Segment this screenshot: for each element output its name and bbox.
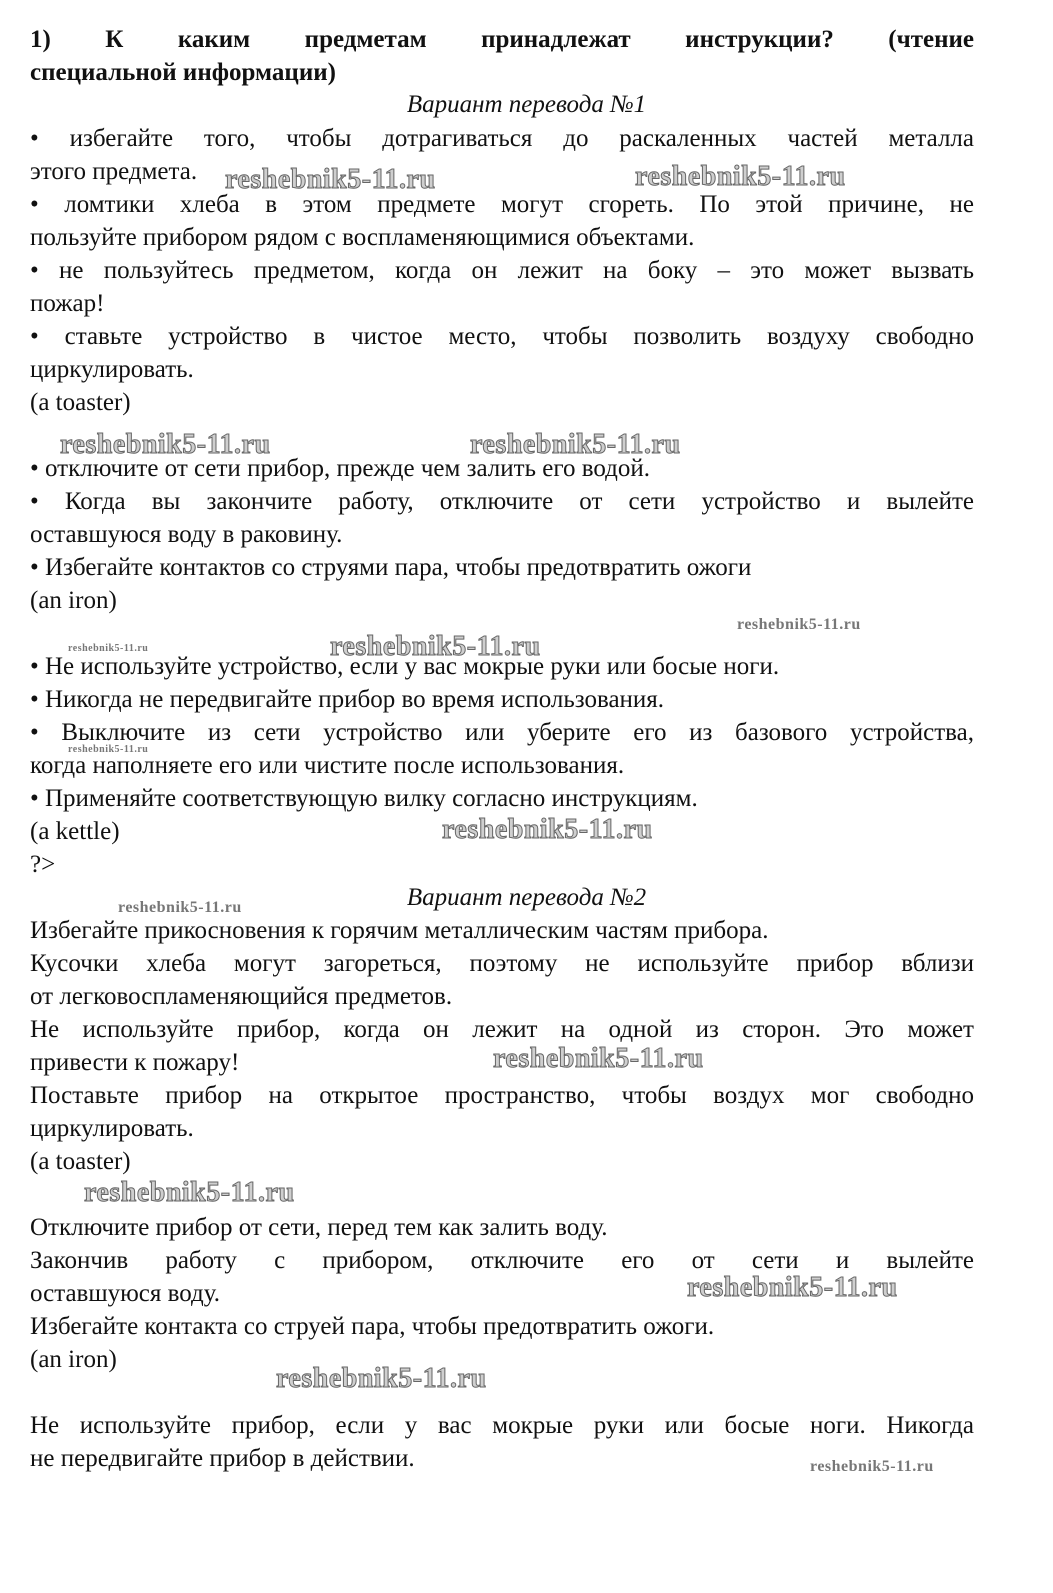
v1-line: • Никогда не передвигайте прибор во время использования. — [30, 686, 665, 713]
v1-item-label: (a kettle) — [30, 818, 120, 845]
v2-line: от легковоспламеняющийся предметов. — [30, 983, 453, 1010]
watermark: reshebnik5-11.ru — [68, 744, 149, 755]
question-heading-line-2: специальной информации) — [30, 59, 336, 86]
question-heading-line-1: 1) К каким предметам принадлежат инструкции? (чтение — [30, 26, 974, 53]
variant-2-title: Вариант перевода №2 — [406, 884, 647, 911]
v2-line: оставшуюся воду. — [30, 1280, 221, 1307]
v1-line: когда наполняете его или чистите после использования. — [30, 752, 625, 779]
v1-line: циркулировать. — [30, 356, 194, 383]
watermark: reshebnik5-11.ru — [276, 1363, 487, 1394]
v1-line: • Выключите из сети устройство или уберите его из базового устройства, — [30, 719, 974, 746]
v1-item-label: (a toaster) — [30, 389, 131, 416]
variant-1-title: Вариант перевода №1 — [406, 91, 647, 118]
watermark: reshebnik5-11.ru — [225, 164, 436, 195]
watermark: reshebnik5-11.ru — [493, 1043, 704, 1074]
watermark: reshebnik5-11.ru — [687, 1272, 898, 1303]
v1-line: пожар! — [30, 290, 105, 317]
watermark: reshebnik5-11.ru — [635, 161, 846, 192]
v1-line: пользуйте прибором рядом с воспламеняющимися объектами. — [30, 224, 695, 251]
watermark: reshebnik5-11.ru — [84, 1177, 295, 1208]
v2-line: Кусочки хлеба могут загореться, поэтому не используйте прибор вблизи — [30, 950, 974, 977]
v2-line: Избегайте прикосновения к горячим металлическим частям прибора. — [30, 917, 769, 944]
v1-line: оставшуюся воду в раковину. — [30, 521, 343, 548]
watermark: reshebnik5-11.ru — [60, 429, 271, 460]
v1-line: • не пользуйтесь предметом, когда он лежит на боку – это может вызвать — [30, 257, 974, 284]
v1-line: • Когда вы закончите работу, отключите от сети устройство и вылейте — [30, 488, 974, 515]
v1-line: • избегайте того, чтобы дотрагиваться до раскаленных частей металла — [30, 125, 974, 152]
v2-item-label: (a toaster) — [30, 1148, 131, 1175]
v1-line: этого предмета. — [30, 158, 198, 185]
v2-line: Не используйте прибор, если у вас мокрые руки или босые ноги. Никогда — [30, 1412, 974, 1439]
watermark: reshebnik5-11.ru — [118, 899, 242, 916]
v1-line: • отключите от сети прибор, прежде чем залить его водой. — [30, 455, 650, 482]
v2-line: Поставьте прибор на открытое пространство, чтобы воздух мог свободно — [30, 1082, 974, 1109]
v1-line: ?> — [30, 851, 56, 878]
v2-line: не передвигайте прибор в действии. — [30, 1445, 415, 1472]
v1-item-label: (an iron) — [30, 587, 117, 614]
v2-line: циркулировать. — [30, 1115, 194, 1142]
v1-line: • ставьте устройство в чистое место, чтобы позволить воздуху свободно — [30, 323, 974, 350]
v2-line: Закончив работу с прибором, отключите его от сети и вылейте — [30, 1247, 974, 1274]
v1-line: • ломтики хлеба в этом предмете могут сгореть. По этой причине, не — [30, 191, 974, 218]
watermark: reshebnik5-11.ru — [330, 631, 541, 662]
watermark: reshebnik5-11.ru — [470, 429, 681, 460]
v2-line: Отключите прибор от сети, перед тем как залить воду. — [30, 1214, 608, 1241]
v2-line: привести к пожару! — [30, 1049, 240, 1076]
v2-line: Избегайте контакта со струей пара, чтобы предотвратить ожоги. — [30, 1313, 715, 1340]
watermark: reshebnik5-11.ru — [442, 814, 653, 845]
watermark: reshebnik5-11.ru — [737, 616, 861, 633]
v1-line: • Избегайте контактов со струями пара, чтобы предотвратить ожоги — [30, 554, 752, 581]
watermark: reshebnik5-11.ru — [810, 1458, 934, 1475]
v2-line: Не используйте прибор, когда он лежит на одной из сторон. Это может — [30, 1016, 974, 1043]
watermark: reshebnik5-11.ru — [68, 643, 149, 654]
v1-line: • Применяйте соответствующую вилку согласно инструкциям. — [30, 785, 698, 812]
v2-item-label: (an iron) — [30, 1346, 117, 1373]
v1-line: • Не используйте устройство, если у вас мокрые руки или босые ноги. — [30, 653, 780, 680]
